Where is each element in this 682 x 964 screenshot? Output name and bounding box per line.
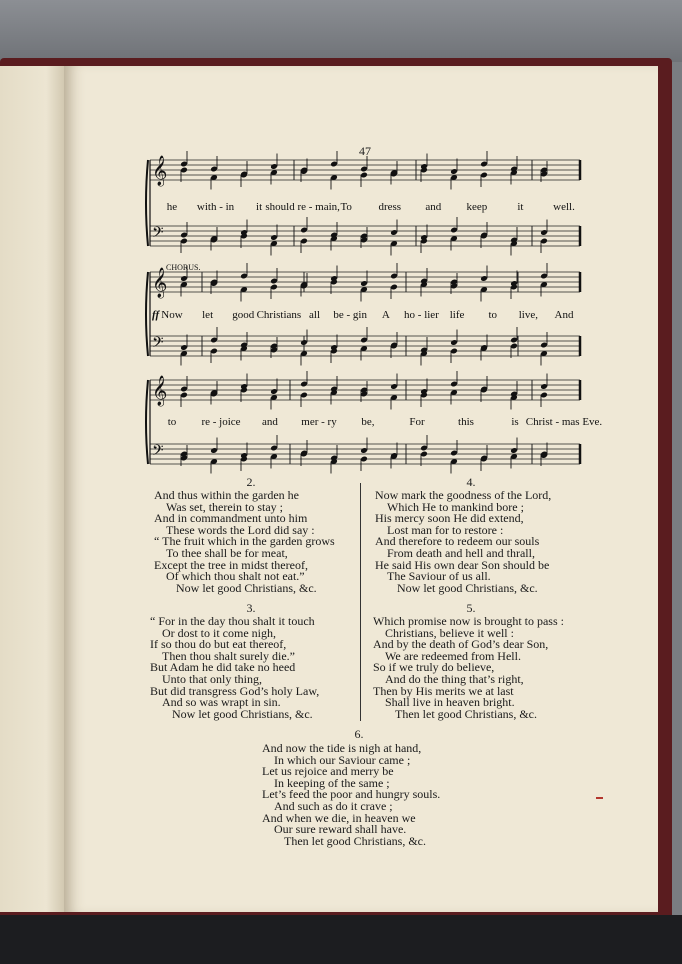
verse-line: To thee shall be for meat, [166, 545, 288, 560]
verse-3 [150, 616, 319, 720]
page-number: 47 [359, 144, 371, 158]
lyric-system-1: well. [553, 201, 575, 213]
verse-line: And by the death of God’s dear Son, [373, 637, 549, 652]
verse-line: Now mark the goodness of the Lord, [375, 488, 552, 502]
verse-line: Then by His merits we at last [373, 683, 514, 698]
lyric-system-2: ho - lier [404, 309, 439, 321]
verse-line: From death and hell and thrall, [387, 545, 535, 560]
lyric-system-2: let [202, 309, 214, 321]
chorus-label: CHORUS. [166, 263, 201, 272]
verse-line: Was set, therein to stay ; [166, 499, 284, 514]
verse-6-number: 6. [354, 727, 364, 741]
verse-line: And in commandment unto him [154, 511, 308, 526]
lyric-system-2: be - gin [333, 309, 367, 321]
lyric-system-2: life [449, 309, 465, 321]
verse-line: But did transgress God’s holy Law, [150, 683, 320, 698]
system-2-treble-clef: 𝄞 [152, 268, 168, 298]
verse-line: Let us rejoice and merry be [262, 764, 394, 779]
lyric-system-3: is [511, 416, 519, 428]
verse-line: And so was wrapt in sin. [162, 695, 281, 710]
verse-line: Let’s feed the poor and hungry souls. [262, 787, 441, 802]
verse-line: And such as do it crave ; [274, 798, 393, 813]
lyric-system-1: it [256, 201, 263, 213]
lyric-system-1: dress [378, 201, 402, 213]
verse-line: “ For in the day thou shalt it touch [150, 614, 315, 628]
ink-mark [596, 797, 603, 799]
lyric-system-1: he [166, 201, 178, 213]
verse-4-number: 4. [466, 475, 476, 489]
lyric-system-1: To [340, 201, 352, 213]
lyric-system-1: with - in [196, 201, 235, 213]
verse-line: Now let good Christians, &c. [172, 706, 313, 721]
system-1-treble-clef: 𝄞 [152, 156, 168, 186]
system-3-treble-clef: 𝄞 [152, 376, 168, 406]
verse-line: We are redeemed from Hell. [385, 648, 521, 663]
lyric-system-3: this [458, 416, 474, 428]
verse-line: Or dost to it come nigh, [162, 625, 276, 640]
lyric-system-1: keep [466, 201, 488, 213]
lyric-system-3: to [167, 416, 177, 428]
verse-line: His mercy soon He did extend, [375, 511, 524, 526]
dynamic-marking: ff [152, 309, 160, 321]
lyric-system-2: all [309, 309, 321, 321]
lyric-system-1: should re - main, [265, 201, 340, 213]
verse-line: Lost man for to restore : [387, 522, 504, 537]
verse-line: He said His own dear Son should be [375, 557, 550, 572]
system-2-bass-clef: 𝄢 [152, 334, 164, 355]
lyric-system-3: For [409, 416, 425, 428]
verse-5-number: 5. [466, 601, 476, 615]
verse-2 [154, 490, 335, 594]
verse-5 [373, 616, 564, 720]
system-3-bass-clef: 𝄢 [152, 442, 164, 463]
lyric-system-2: Now [161, 309, 183, 321]
verse-line: These words the Lord did say : [166, 522, 315, 537]
lyric-system-2: A [381, 309, 390, 321]
lyric-system-3: and [262, 416, 278, 428]
verse-line: Of which thou shalt not eat.” [166, 569, 305, 584]
verse-line: And therefore to redeem our souls [375, 534, 540, 549]
verse-line: In which our Saviour came ; [274, 752, 411, 767]
music-score [144, 152, 603, 472]
lyric-system-2: live, [518, 309, 538, 321]
lyric-system-3: be, [361, 416, 375, 428]
verse-line: Unto that only thing, [162, 671, 262, 686]
verse-line: Now let good Christians, &c. [176, 580, 317, 595]
system-1-brace [146, 160, 148, 246]
verse-line: And when we die, in heaven we [262, 810, 416, 825]
verse-line: Which He to mankind bore ; [387, 499, 524, 514]
verse-line: Which promise now is brought to pass : [373, 614, 564, 628]
verse-line: In keeping of the same ; [274, 775, 390, 790]
verse-line: And do the thing that’s right, [385, 671, 524, 686]
left-page-edge [0, 66, 66, 912]
verse-line: Now let good Christians, &c. [397, 580, 538, 595]
verse-line: And now the tide is nigh at hand, [262, 741, 422, 755]
verse-line: Shall live in heaven bright. [385, 695, 515, 710]
column-divider [360, 483, 361, 721]
verse-line: The Saviour of us all. [387, 569, 491, 584]
verse-line: “ The fruit which in the garden grows [154, 534, 335, 549]
verse-line: Then let good Christians, &c. [395, 706, 537, 721]
lyric-system-2: to [488, 309, 498, 321]
lyric-system-1: and [425, 201, 442, 213]
scanner-bed [0, 915, 682, 964]
lyric-system-2: Christians [256, 309, 302, 321]
lyric-system-3: mer - ry [301, 416, 337, 428]
verse-line: Our sure reward shall have. [274, 822, 407, 837]
verse-line: And thus within the garden he [154, 488, 299, 502]
verse-line: So if we truly do believe, [373, 660, 495, 675]
lyric-system-2: And [554, 309, 574, 321]
verse-3-number: 3. [246, 601, 256, 615]
lyric-system-3: Christ - mas Eve. [525, 416, 603, 428]
system-1-bass-clef: 𝄢 [152, 224, 164, 245]
scanner-background [0, 0, 682, 62]
lyric-system-2: good [232, 309, 255, 321]
lyric-system-3: re - joice [201, 416, 241, 428]
verse-line: Except the tree in midst thereof, [154, 557, 308, 572]
system-2-brace [146, 272, 148, 356]
verse-4 [375, 490, 551, 594]
verse-2-number: 2. [246, 475, 256, 489]
verse-line: But Adam he did take no heed [150, 660, 296, 675]
verse-line: Then let good Christians, &c. [284, 833, 426, 848]
verse-line: Then thou shalt surely die.” [162, 648, 295, 663]
verse-line: Christians, believe it well : [385, 625, 514, 640]
verse-line: If so thou do but eat thereof, [150, 637, 287, 652]
verse-6 [262, 743, 440, 847]
system-3-brace [146, 380, 148, 464]
lyric-system-1: it [517, 201, 524, 213]
